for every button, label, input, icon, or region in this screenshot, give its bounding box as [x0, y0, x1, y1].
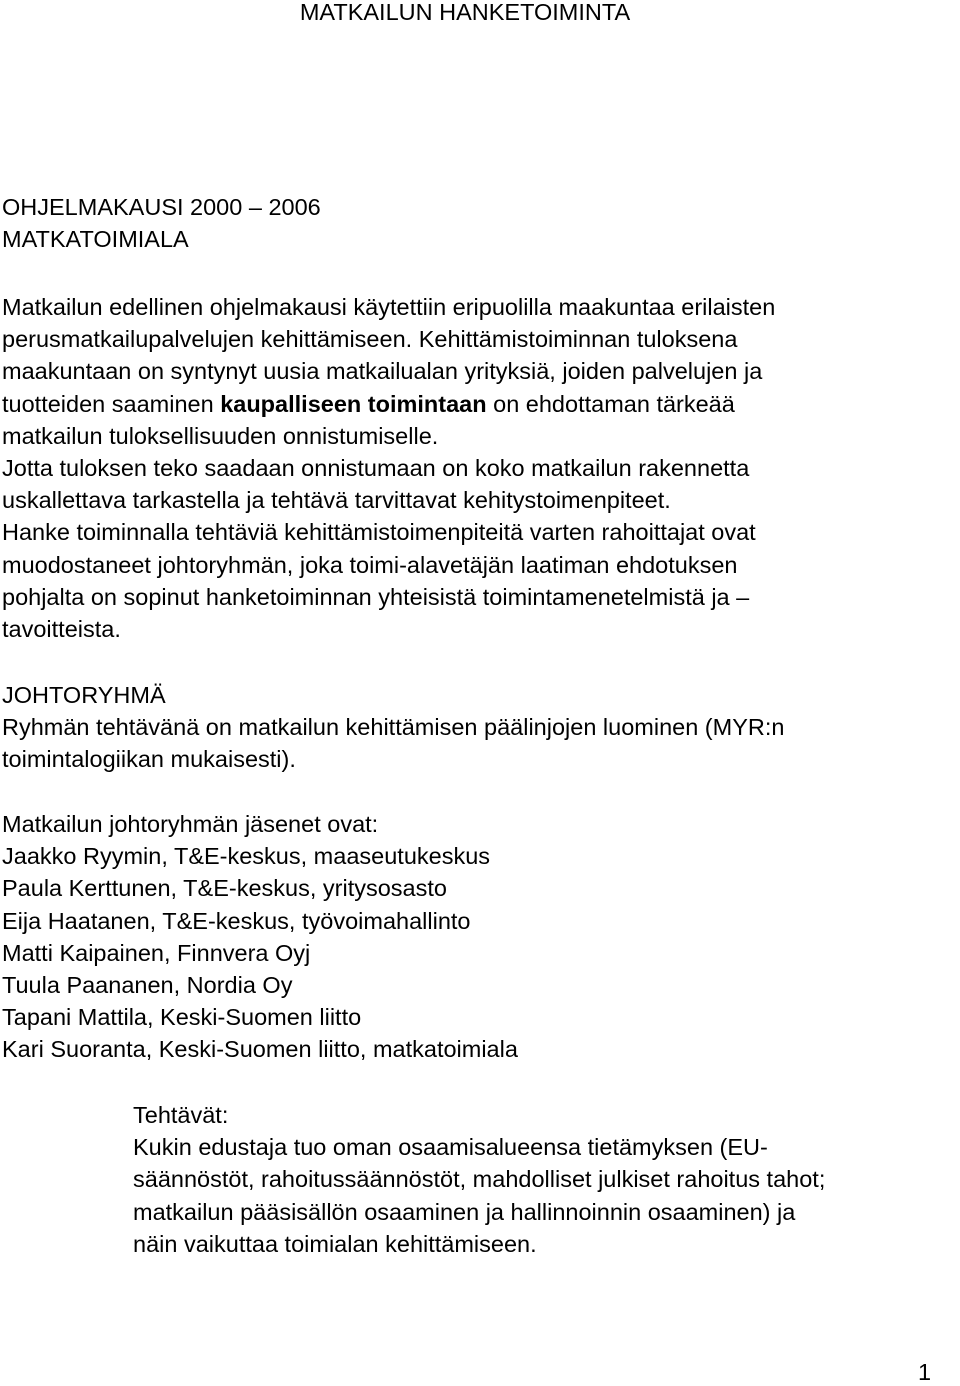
tasks-heading: Tehtävät: — [133, 1102, 229, 1128]
intro-text: tuotteiden saaminen — [2, 390, 221, 417]
tasks-section — [133, 1099, 960, 1260]
intro-line: pohjalta on sopinut hanketoiminnan yhteisistä toimintamenetelmistä ja – — [2, 583, 750, 610]
document-title: MATKAILUN HANKETOIMINTA — [299, 0, 631, 25]
intro-line: maakuntaan on syntynyt uusia matkailualan yrityksiä, joiden palvelujen ja — [2, 358, 763, 385]
member-item: Tapani Mattila, Keski-Suomen liitto — [2, 1004, 362, 1031]
intro-line: matkailun tuloksellisuuden onnistumiselle. — [2, 422, 439, 449]
members-intro: Matkailun johtoryhmän jäsenet ovat: — [2, 811, 379, 837]
industry-heading: MATKATOIMIALA — [2, 226, 189, 253]
intro-line-with-emphasis — [2, 388, 960, 420]
intro-text: on ehdottaman tärkeää — [486, 390, 735, 417]
tasks-text: matkailun pääsisällön osaaminen ja hallinnoinnin osaaminen) ja — [133, 1198, 796, 1225]
intro-line: uskallettava tarkastella ja tehtävä tarvittavat kehitystoimenpiteet. — [2, 487, 671, 514]
intro-line: tavoitteista. — [2, 616, 121, 643]
intro-paragraph — [2, 291, 960, 645]
intro-line: Hanke toiminnalla tehtäviä kehittämistoimenpiteitä varten rahoittajat ovat — [2, 519, 756, 546]
program-period-heading: OHJELMAKAUSI 2000 – 2006 — [2, 194, 321, 220]
member-item: Matti Kaipainen, Finnvera Oyj — [2, 939, 311, 966]
member-item: Kari Suoranta, Keski-Suomen liitto, matkatoimiala — [2, 1036, 518, 1063]
tasks-text: säännöstöt, rahoitussäännöstöt, mahdolliset julkiset rahoitus tahot; — [133, 1166, 826, 1193]
steering-group-text: Ryhmän tehtävänä on matkailun kehittämisen päälinjojen luominen (MYR:n — [2, 714, 785, 741]
intro-line: Jotta tuloksen teko saadaan onnistumaan on koko matkailun rakennetta — [2, 455, 750, 482]
tasks-text: Kukin edustaja tuo oman osaamisalueensa tietämyksen (EU- — [133, 1134, 768, 1161]
intro-line: perusmatkailupalvelujen kehittämiseen. Kehittämistoiminnan tuloksena — [2, 326, 738, 353]
tasks-text: näin vaikuttaa toimialan kehittämiseen. — [133, 1230, 537, 1257]
emphasis-commercial-activity: kaupalliseen toimintaan — [220, 390, 487, 417]
intro-line: muodostaneet johtoryhmän, joka toimi-alavetäjän laatiman ehdotuksen — [2, 551, 738, 578]
member-item: Tuula Paananen, Nordia Oy — [2, 972, 293, 999]
program-heading — [2, 191, 960, 255]
member-item: Eija Haatanen, T&E-keskus, työvoimahallinto — [2, 907, 471, 934]
steering-group-text: toimintalogiikan mukaisesti). — [2, 746, 296, 773]
member-item: Paula Kerttunen, T&E-keskus, yritysosasto — [2, 875, 447, 902]
steering-group-heading: JOHTORYHMÄ — [2, 682, 166, 708]
steering-group-section — [2, 679, 960, 776]
intro-line: Matkailun edellinen ohjelmakausi käytettiin eripuolilla maakuntaa erilaisten — [2, 294, 776, 320]
page-number: 1 — [918, 1359, 932, 1385]
members-section — [2, 808, 960, 1066]
member-item: Jaakko Ryymin, T&E-keskus, maaseutukeskus — [2, 843, 491, 870]
